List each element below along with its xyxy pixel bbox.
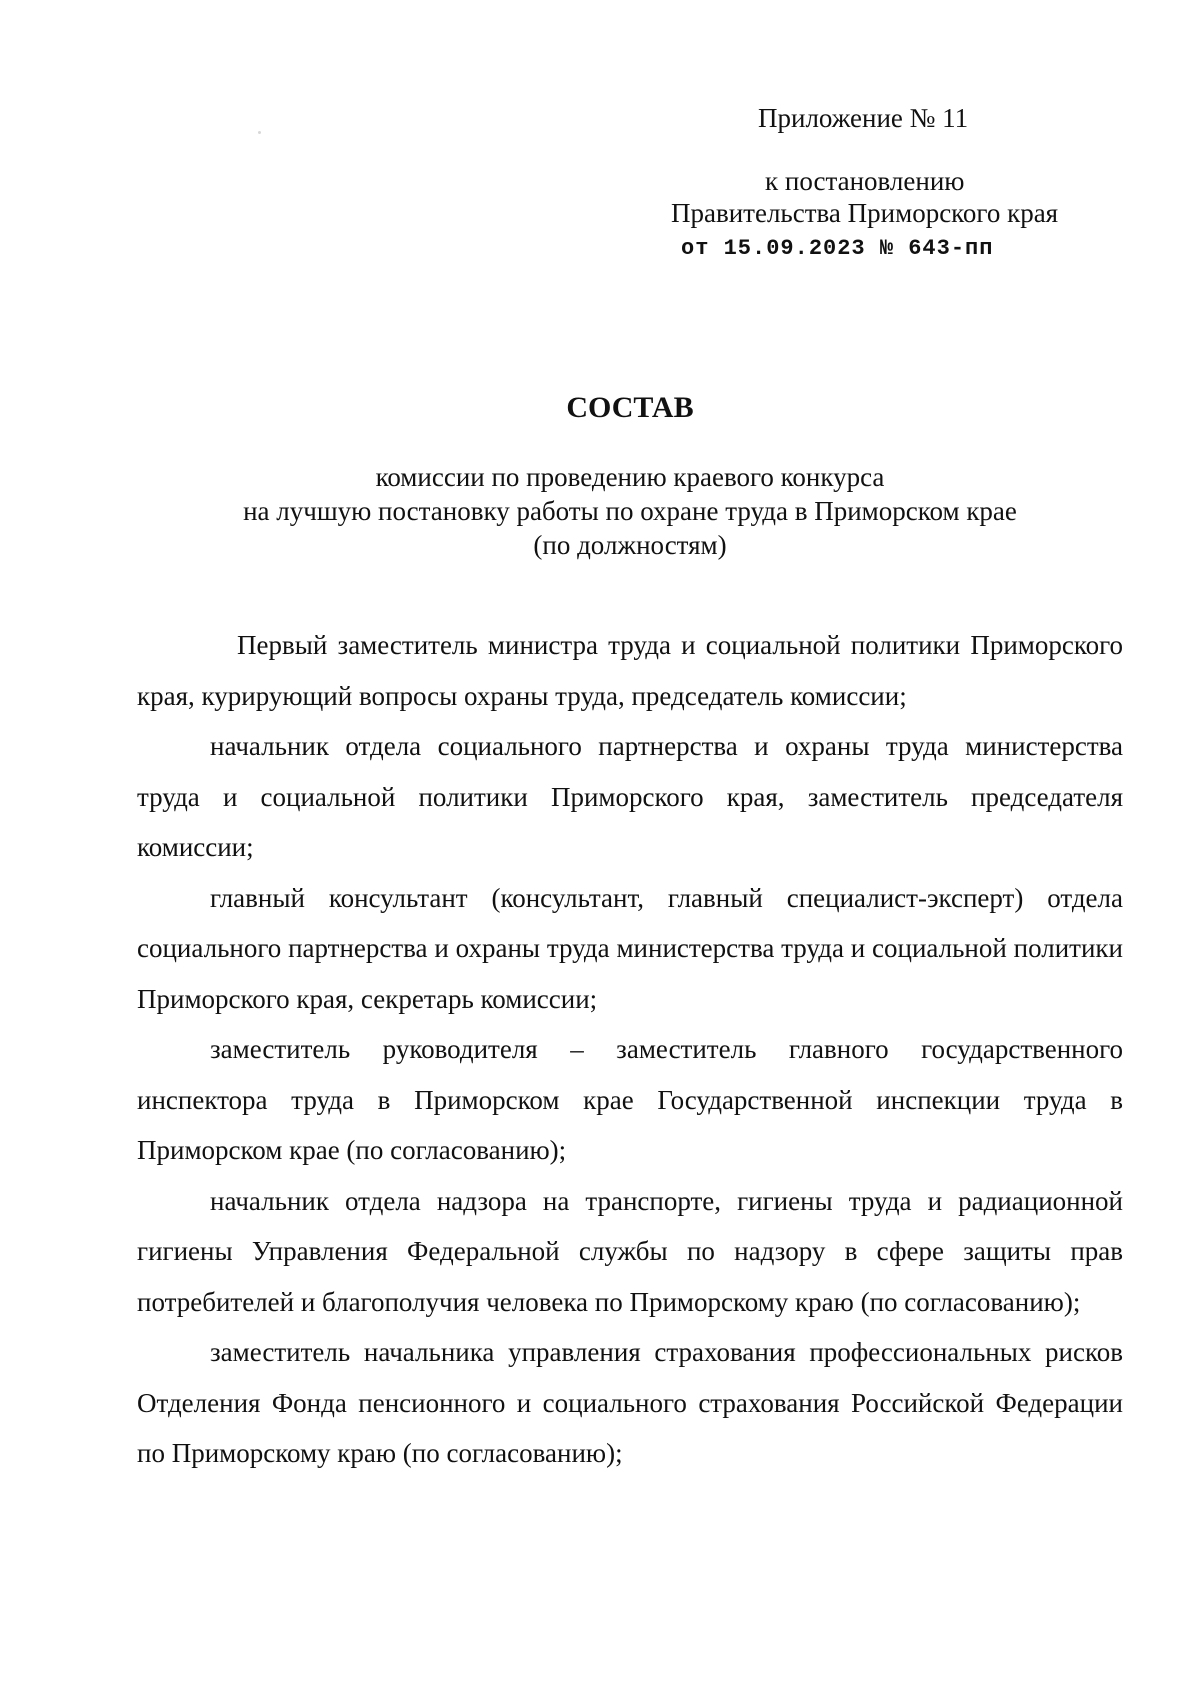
document-subtitle <box>0 460 1200 562</box>
member-rospotrebnadzor: начальник отдела надзора на транспорте, гигиены труда и радиационной гигиены Управления Федеральной службы по надзору в сфере защиты прав потребителей и благополучия человека по Приморскому краю (по согласованию); <box>137 1185 1123 1317</box>
scan-speck <box>258 131 261 134</box>
subtitle-line: (по должностям) <box>533 530 727 560</box>
subtitle-line: на лучшую постановку работы по охране труда в Приморском крае <box>243 496 1017 526</box>
appendix-government: Правительства Приморского края <box>671 198 1059 228</box>
member-labor-inspection: заместитель руководителя – заместитель главного государственного инспектора труда в Приморском крае Государственной инспекции труда в Приморском крае (по согласованию); <box>137 1034 1123 1165</box>
member-chairman: Первый заместитель министра труда и социальной политики Приморского края, курирующий вопросы охраны труда, председатель комиссии; <box>137 630 1123 711</box>
member-secretary: главный консультант (консультант, главный специалист-эксперт) отдела социального партнерства и охраны труда министерства труда и социальной политики Приморского края, секретарь комиссии; <box>137 882 1123 1014</box>
members-list <box>137 620 1123 1479</box>
subtitle-line: комиссии по проведению краевого конкурса <box>375 462 885 492</box>
document-title: СОСТАВ <box>566 391 694 424</box>
appendix-to-resolution: к постановлению <box>765 166 965 196</box>
appendix-title: Приложение № 11 <box>758 103 969 133</box>
appendix-date-number: от 15.09.2023 № 643-пп <box>681 236 994 261</box>
member-social-fund: заместитель начальника управления страхования профессиональных рисков Отделения Фонда пенсионного и социального страхования Российской Федерации по Приморскому краю (по согласованию); <box>137 1337 1123 1468</box>
member-deputy-chairman: начальник отдела социального партнерства и охраны труда министерства труда и социальной политики Приморского края, заместитель председателя комиссии; <box>137 731 1123 862</box>
